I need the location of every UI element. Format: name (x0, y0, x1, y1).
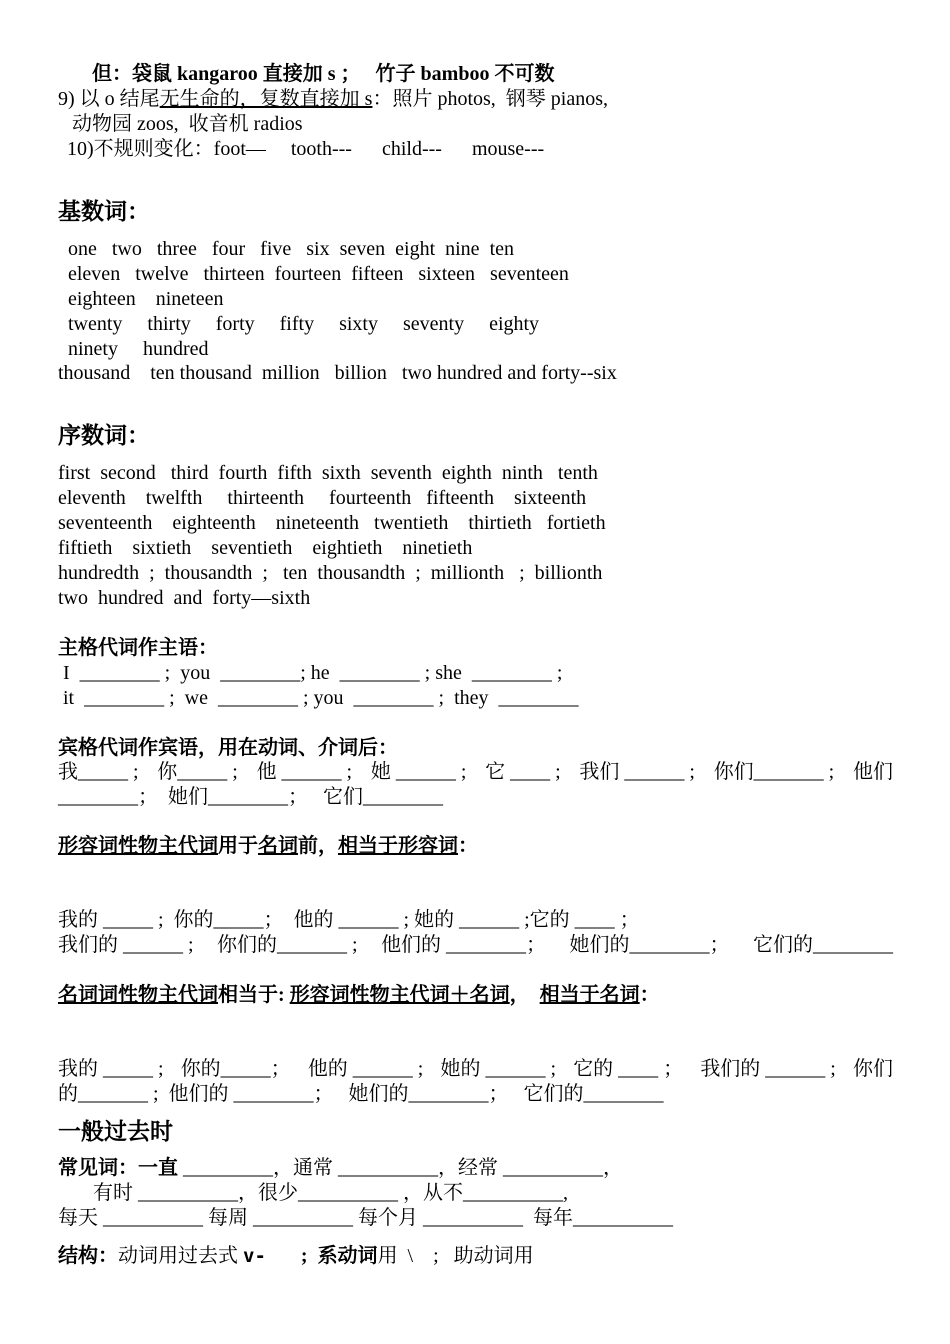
ordinal-line: first second third fourth fifth sixth seventh eighth ninth tenth (58, 462, 598, 484)
ordinal-line: seventeenth eighteenth nineteenth twentieth thirtieth fortieth (58, 512, 606, 534)
object-pronoun-line: 我_____ ; 你_____ ; 他 ______ ; 她 ______ ; 它 ____ ; 我们 ______ ; 你们_______ ; 他们 (58, 761, 893, 783)
past-tense-common-words: 有时 __________，很少__________ ，从不__________, (58, 1182, 568, 1204)
adjective-possessive-line: 我的 _____ ; 你的_____； 他的 ______ ; 她的 ______ ;它的 ____ ； (58, 909, 640, 931)
cardinal-line: ninety hundred (58, 338, 209, 360)
cardinal-line: one two three four five six seven eight nine ten (58, 238, 514, 260)
subject-pronoun-line: it ________ ; we ________ ; you ________ ; they ________ (58, 687, 579, 709)
cardinal-line: twenty thirty forty fifty sixty seventy eighty (58, 313, 540, 335)
subject-pronoun-line: I ________ ; you ________; he ________ ; she ________ ; (58, 662, 563, 684)
plural-rule-9-continued: 动物园 zoos, 收音机 radios (62, 113, 303, 135)
subject-pronoun-heading: 主格代词作主语： (58, 637, 218, 659)
ordinal-line: eleventh twelfth thirteenth fourteenth fifteenth sixteenth (58, 487, 587, 509)
plural-rule-10: 10)不规则变化：foot— tooth--- child--- mouse--- (62, 138, 545, 160)
ordinal-line: hundredth ; thousandth ; ten thousandth ; millionth ; billionth (58, 562, 603, 584)
ordinal-line: two hundred and forty—sixth (58, 587, 311, 609)
cardinal-heading: 基数词： (58, 199, 150, 224)
past-tense-common-words: 常见词：一直 _________，通常 __________，经常 __________， (58, 1157, 623, 1179)
past-tense-heading: 一般过去时 (58, 1119, 173, 1144)
ordinal-line: fiftieth sixtieth seventieth eightieth ninetieth (58, 537, 473, 559)
cardinal-line: eleven twelve thirteen fourteen fifteen sixteen seventeen (58, 263, 569, 285)
object-pronoun-heading: 宾格代词作宾语，用在动词、介词后： (58, 737, 398, 759)
ordinal-heading: 序数词： (58, 423, 150, 448)
cardinal-line: eighteen nineteen (58, 288, 224, 310)
object-pronoun-line: ________； 她们________； 它们________ (58, 786, 443, 808)
noun-possessive-line: 我的 _____ ; 你的_____； 他的 ______ ; 她的 ______ ; 它的 ____ ； 我们的 ______ ; 你们 (58, 1058, 893, 1080)
adjective-possessive-line: 我们的 ______ ; 你们的_______ ; 他们的 ________； 她们的________； 它们的________ (58, 934, 893, 956)
cardinal-line: thousand ten thousand million billion two hundred and forty--six (58, 362, 617, 384)
past-tense-structure: 结构：动词用过去式 v- ; 系动词用 \ ; 助动词用 (58, 1245, 534, 1267)
past-tense-common-words: 每天 __________ 每周 __________ 每个月 __________ 每年__________ (58, 1207, 673, 1229)
plural-exception: 但：袋鼠 kangaroo 直接加 s ； 竹子 bamboo 不可数 (92, 63, 555, 85)
noun-possessive-heading: 名词词性物主代词相当于: 形容词性物主代词＋名词， 相当于名词： (58, 984, 660, 1006)
noun-possessive-line: 的_______ ; 他们的 ________； 她们的________； 它们的________ (58, 1083, 664, 1105)
adjective-possessive-heading: 形容词性物主代词用于名词前，相当于形容词： (58, 835, 478, 857)
plural-rule-9: 9) 以 o 结尾无生命的，复数直接加 s：照片 photos, 钢琴 pianos, (58, 88, 609, 110)
